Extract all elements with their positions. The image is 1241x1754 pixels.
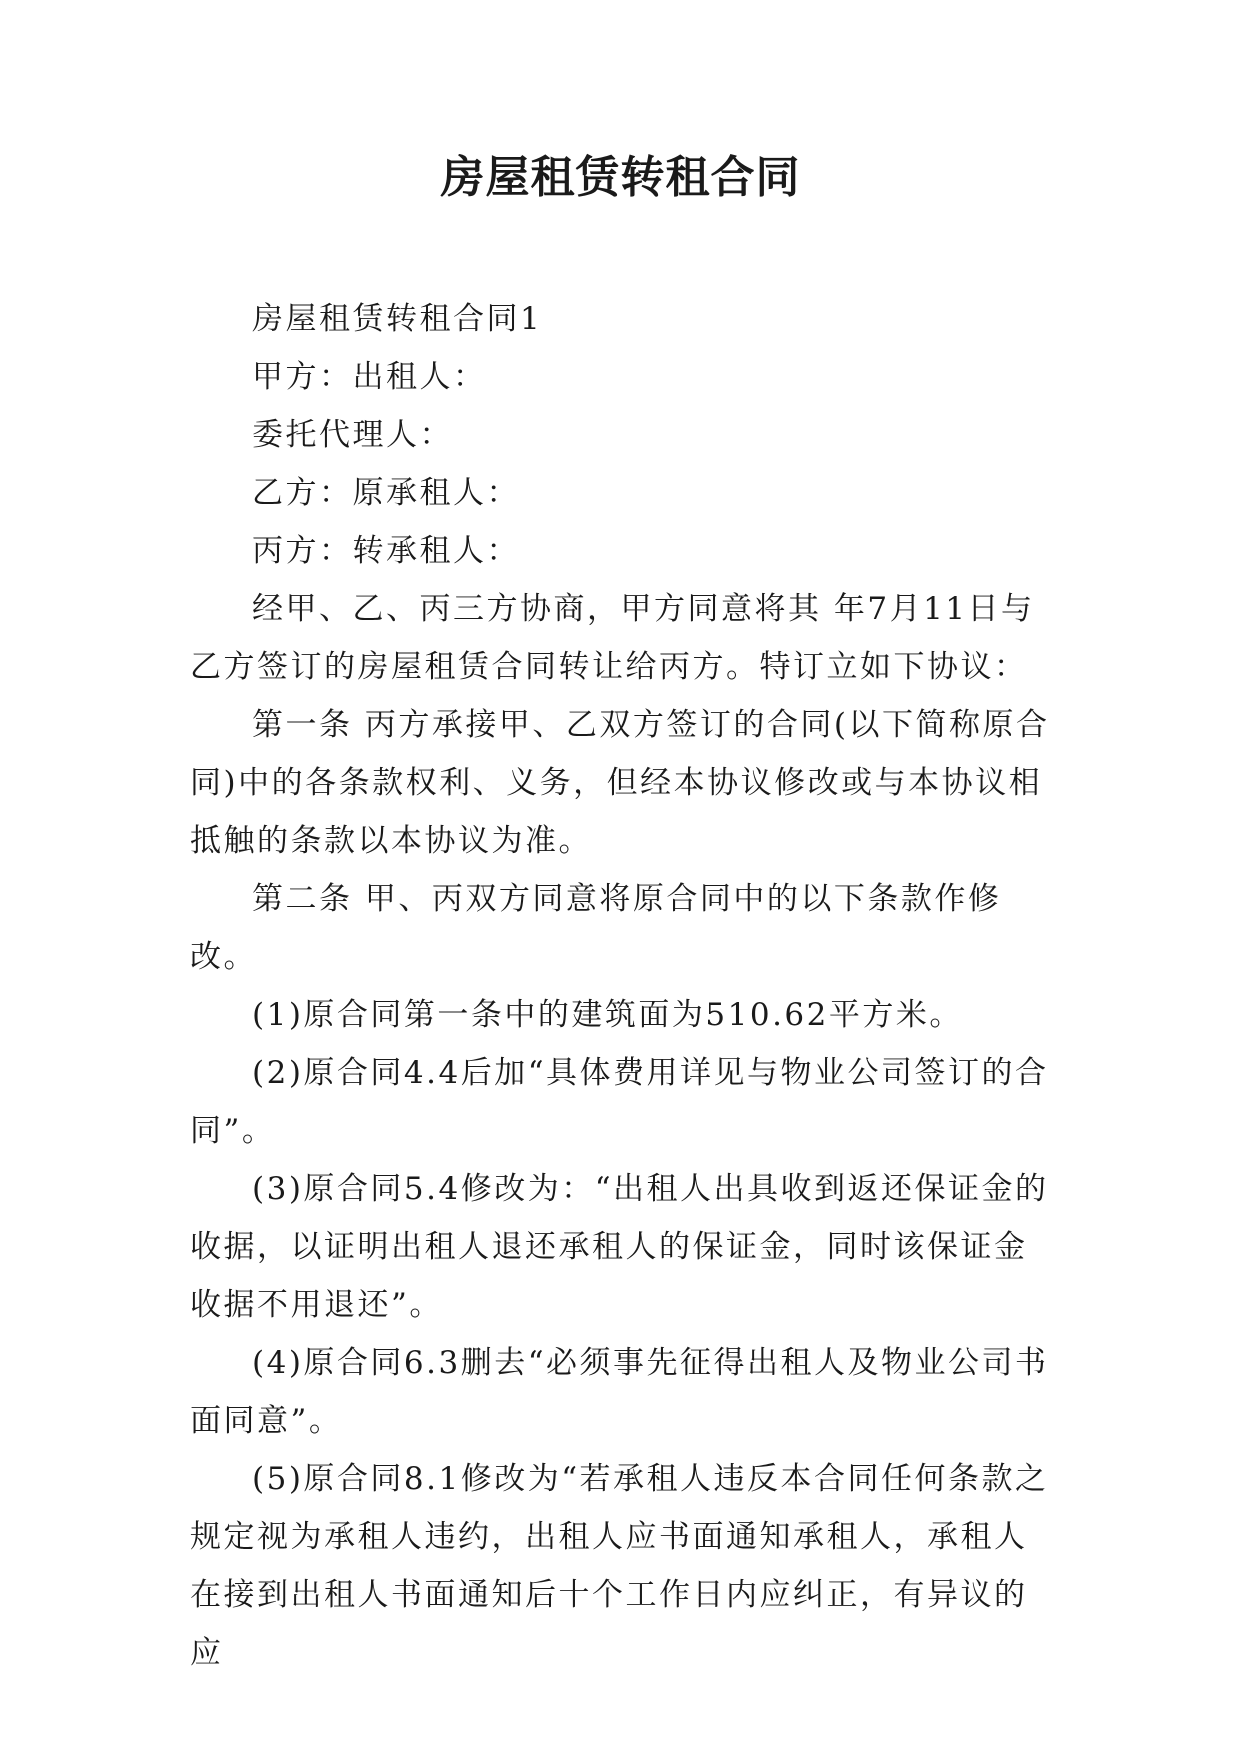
paragraph-article-2: 第二条 甲、丙双方同意将原合同中的以下条款作修改。 [190,881,1002,975]
paragraph-item-1: (1)原合同第一条中的建筑面为510.62平方米。 [252,997,963,1033]
document-title: 房屋租赁转租合同 [440,152,801,203]
paragraph-subtitle: 房屋租赁转租合同1 [252,301,543,337]
paragraph-item-4: (4)原合同6.3删去“必须事先征得出租人及物业公司书面同意”。 [190,1345,1049,1439]
paragraph-party-b: 乙方：原承租人： [252,475,520,511]
document-body [190,290,1050,1682]
paragraph-party-c: 丙方：转承租人： [252,533,520,569]
paragraph-article-1: 第一条 丙方承接甲、乙双方签订的合同(以下简称原合同)中的各条款权利、义务，但经本协议修改或与本协议相抵触的条款以本协议为准。 [190,707,1050,859]
paragraph-item-5: (5)原合同8.1修改为“若承租人违反本合同任何条款之规定视为承租人违约，出租人应书面通知承租人，承租人在接到出租人书面通知后十个工作日内应纠正，有异议的应 [190,1461,1049,1671]
paragraph-preamble: 经甲、乙、丙三方协商，甲方同意将其 年7月11日与乙方签订的房屋租赁合同转让给丙方。特订立如下协议： [190,591,1035,685]
paragraph-party-a: 甲方：出租人： [252,359,487,395]
paragraph-agent: 委托代理人： [252,417,453,453]
paragraph-item-3: (3)原合同5.4修改为：“出租人出具收到返还保证金的收据，以证明出租人退还承租人的保证金，同时该保证金收据不用退还”。 [190,1171,1049,1323]
paragraph-item-2: (2)原合同4.4后加“具体费用详见与物业公司签订的合同”。 [190,1055,1049,1149]
